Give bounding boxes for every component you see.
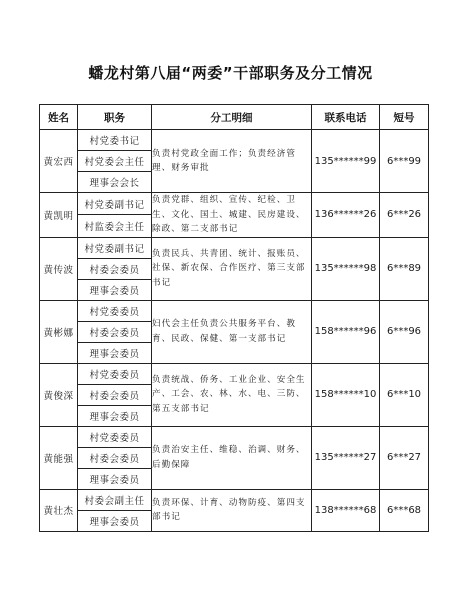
member-post: 村党委委员: [78, 426, 152, 447]
member-phone: 136******26: [312, 193, 380, 238]
table-header-row: [40, 105, 429, 130]
member-phone: 138******68: [312, 489, 380, 531]
table-row: [40, 237, 429, 258]
table-row: [40, 300, 429, 321]
member-post: 村委会委员: [78, 258, 152, 279]
table-row: [40, 426, 429, 447]
member-post: 村委会副主任: [78, 489, 152, 510]
member-post: 理事会委员: [78, 279, 152, 300]
member-phone: 158******10: [312, 363, 380, 426]
member-name: 黄能强: [40, 426, 78, 489]
member-short-number: 6***68: [380, 489, 429, 531]
cadre-assignment-table: [39, 104, 429, 532]
member-post: 村委会委员: [78, 384, 152, 405]
member-name: 黄宏西: [40, 130, 78, 193]
member-post: 村委会委员: [78, 321, 152, 342]
member-post: 村党委副书记: [78, 193, 152, 215]
page-title: 蟠龙村第八届“两委”干部职务及分工情况: [88, 64, 373, 82]
member-phone: 135******27: [312, 426, 380, 489]
member-post: 村党委委员: [78, 300, 152, 321]
member-name: 黄凯明: [40, 193, 78, 238]
member-duties: 妇代会主任负责公共服务平台、教育、民政、保健、第一支部书记: [152, 300, 312, 363]
member-post: 理事会委员: [78, 468, 152, 489]
header-short-number: 短号: [380, 105, 429, 130]
table-row: [40, 363, 429, 384]
member-duties: 负责党群、组织、宣传、纪检、卫生、文化、国土、城建、民房建设、除政、第二支部书记: [152, 193, 312, 238]
member-duties: 负责环保、计育、动物防疫、第四支部书记: [152, 489, 312, 531]
table-body: [40, 130, 429, 532]
member-name: 黄壮杰: [40, 489, 78, 531]
member-short-number: 6***26: [380, 193, 429, 238]
member-name: 黄俊深: [40, 363, 78, 426]
table-row: [40, 130, 429, 151]
member-post: 理事会委员: [78, 510, 152, 531]
header-duties: 分工明细: [152, 105, 312, 130]
member-short-number: 6***99: [380, 130, 429, 193]
member-post: 村党委委员: [78, 363, 152, 384]
member-phone: 135******99: [312, 130, 380, 193]
table-row: [40, 489, 429, 510]
member-short-number: 6***89: [380, 237, 429, 300]
member-phone: 135******98: [312, 237, 380, 300]
member-name: 黄彬娜: [40, 300, 78, 363]
member-post: 理事会委员: [78, 405, 152, 426]
table-row: [40, 193, 429, 215]
member-short-number: 6***27: [380, 426, 429, 489]
member-name: 黄传波: [40, 237, 78, 300]
member-post: 理事会会长: [78, 172, 152, 193]
member-post: 村党委书记: [78, 130, 152, 151]
header-post: 职务: [78, 105, 152, 130]
member-post: 村委会委员: [78, 447, 152, 468]
member-post: 理事会委员: [78, 342, 152, 363]
member-post: 村党委副书记: [78, 237, 152, 258]
member-duties: 负责民兵、共青团、统计、报账员、社保、新农保、合作医疗、第三支部书记: [152, 237, 312, 300]
member-phone: 158******96: [312, 300, 380, 363]
member-duties: 负责治安主任、维稳、治调、财务、后勤保障: [152, 426, 312, 489]
member-post: 村监委会主任: [78, 215, 152, 237]
member-short-number: 6***96: [380, 300, 429, 363]
member-duties: 负责村党政全面工作；负责经济管理、财务审批: [152, 130, 312, 193]
header-phone: 联系电话: [312, 105, 380, 130]
header-name: 姓名: [40, 105, 78, 130]
member-short-number: 6***10: [380, 363, 429, 426]
member-post: 村党委会主任: [78, 151, 152, 172]
member-duties: 负责统战、侨务、工业企业、安全生产、工会、农、林、水、电、三防、第五支部书记: [152, 363, 312, 426]
